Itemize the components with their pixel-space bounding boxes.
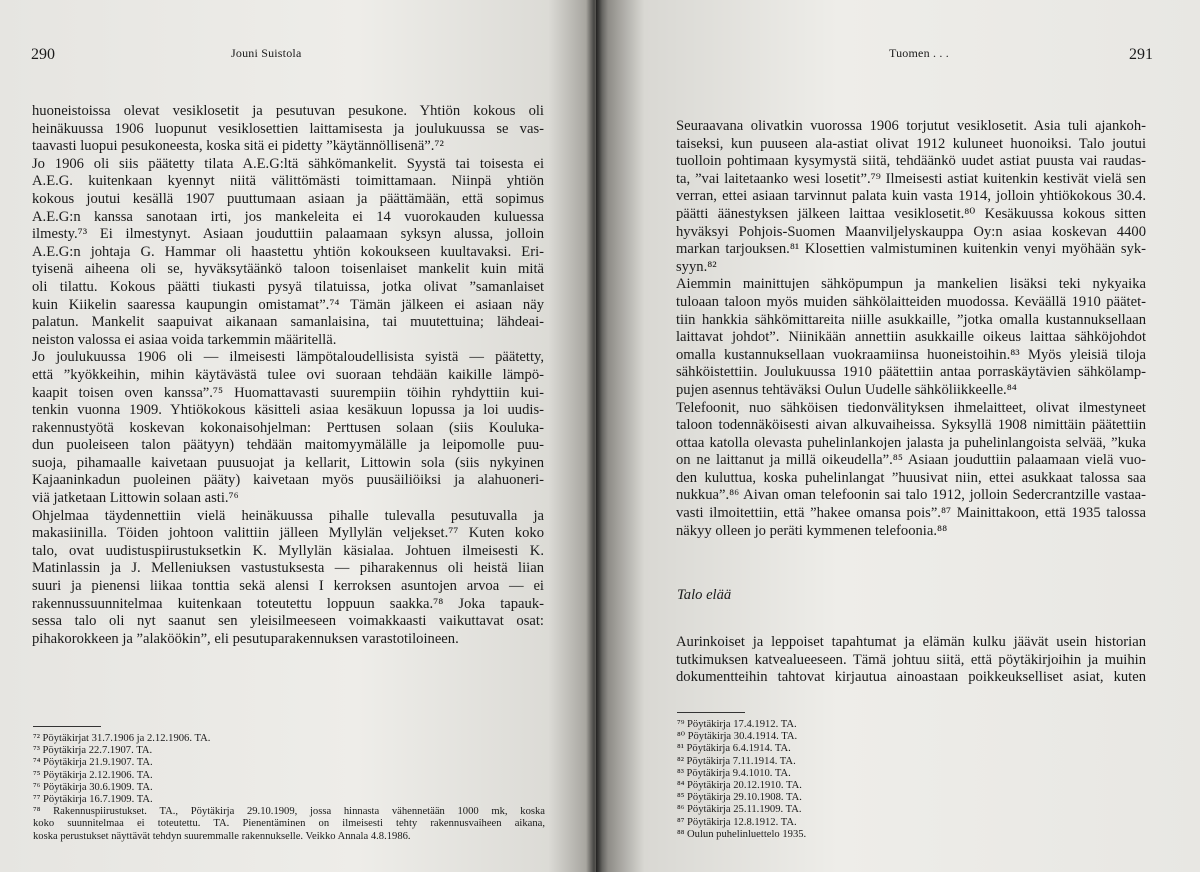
- footnote-rule-right: [677, 712, 745, 713]
- text-line: Jo joulukuussa 1906 oli — ilmeisesti lämpötaloudellisista syistä — päätetty,: [32, 349, 544, 366]
- text-line: palatun. Mankelit saapuivat aikanaan samanlaisina, tai muutettuina; lähdeai-: [32, 314, 544, 331]
- text-line: rakennustyötä koskevan kokonaisohjelman: Perttusen solaan (siis Kouluka-: [32, 419, 544, 436]
- text-line: laittavat johdot”. Niinikään annettiin asukkaille oikeus laittaa sähköjohdot: [676, 329, 1146, 346]
- text-line: vasti ilmoitettiin, että ”hakee omansa pois”.⁸⁷ Mainittakoon, että 1935 talossa: [676, 505, 1146, 522]
- text-line: verran, ettei asiaan tarvinnut palata kuin vasta 1914, jolloin yhtiökokous 30.4.: [676, 188, 1146, 205]
- right-body-text: [676, 118, 1146, 540]
- left-footnotes: [33, 733, 545, 843]
- footnote: ⁷⁹ Pöytäkirja 17.4.1912. TA.: [677, 719, 797, 730]
- text-line: taloon todennäköisesti aivan alkuvaiheissa. Syksyllä 1908 nimittäin päätettiin: [676, 417, 1146, 434]
- text-line: sessa talo oli nyt saanut sen yleisilmeeseen voimakkaasti vaikuttavat osat:: [32, 613, 544, 630]
- right-footnotes: [677, 719, 1147, 841]
- text-line: tutkimuksen katvealueeseen. Tämä johtuu siitä, että pöytäkirjoihin ja muihin: [676, 651, 1146, 668]
- right-page: [596, 0, 1200, 872]
- text-line: ta, ”vai laitetaanko wesi losetit”.⁷⁹ Ilmeisesti astiat kuitenkin kestivät vielä sen: [676, 170, 1146, 187]
- footnote: ⁸⁶ Pöytäkirja 25.11.1909. TA.: [677, 804, 802, 816]
- right-body-text-continued: [676, 634, 1146, 687]
- text-line: syyn.⁸²: [676, 258, 717, 275]
- left-body-text: [32, 103, 544, 648]
- text-line: on ne laittanut ja millä oikeudella”.⁸⁵ Asiaan jouduttiin palaamaan vielä vuo-: [676, 452, 1146, 469]
- text-line: tuloaan taloon myös muiden sähkölaitteiden muodossa. Keväällä 1910 päätet-: [676, 293, 1146, 310]
- text-line: ottaa katolla olevasta puhelinlankojen jalasta ja puhelinlangoista selvää, ”kuka: [676, 434, 1146, 451]
- section-heading: Talo elää: [677, 587, 732, 603]
- book-gutter-shadow: [586, 0, 602, 872]
- footnote: ⁸⁴ Pöytäkirja 20.12.1910. TA.: [677, 779, 802, 791]
- left-page: [0, 0, 596, 872]
- footnote: ⁷³ Pöytäkirja 22.7.1907. TA.: [33, 745, 153, 757]
- text-line: että ”kyökkeihin, mihin käytävästä tulee ovi suoraan tehdään kaikille lämpö-: [32, 366, 544, 383]
- text-line: kokous joutui kesällä 1907 puuttumaan asiaan ja päättämään, että sopimus: [32, 190, 544, 207]
- footnote: ⁷⁴ Pöytäkirja 21.9.1907. TA.: [33, 757, 153, 769]
- text-line: ilmesty.⁷³ Ei ilmestynyt. Asiaan jouduttiin palaamaan syksyn alussa, jolloin: [32, 226, 544, 243]
- footnote: ⁷⁸ Rakennuspiirustukset. TA., Pöytäkirja 29.10.1909, jossa hinnasta vähennetään 1000 mk, koska: [33, 806, 545, 818]
- text-line: viä jatketaan Littowin solaan asti.⁷⁶: [32, 490, 239, 507]
- text-line: markan tarjouksen.⁸¹ Klosettien valmistuminen kuitenkin venyi myöhään syk-: [676, 241, 1146, 258]
- text-line: Ohjelmaa täydennettiin vielä heinäkuussa pihalle tulevalla pesutuvalla ja: [32, 507, 544, 524]
- text-line: Jo 1906 oli siis päätetty tilata A.E.G:ltä sähkömankelit. Syystä tai toisesta ei: [32, 155, 544, 172]
- text-line: kaapit toisen oven kanssa”.⁷⁵ Huomattavasti suurempiin töihin ryhdyttiin kui-: [32, 384, 544, 401]
- text-line: heinäkuussa 1906 luopunut vesiklosettien laittamisesta ja joulukuussa se vas-: [32, 120, 544, 137]
- text-line: tyisenä aiheena oli se, hyväksytäänkö taloon toisenlaiset mankelit kuin mitä: [32, 261, 544, 278]
- page-number-left: 290: [31, 46, 55, 63]
- text-line: suoja, pihamaalle kaivetaan puusuojat ja kellarit, Littowin sola (siis nykyinen: [32, 454, 544, 471]
- text-line: taavasti luopui pesukoneesta, koska sitä ei pidetty ”käytännöllisenä”.⁷²: [32, 138, 444, 155]
- footnote: ⁸² Pöytäkirja 7.11.1914. TA.: [677, 755, 796, 767]
- text-line: Aurinkoiset ja leppoiset tapahtumat ja elämän kulku jäävät usein historian: [676, 634, 1146, 650]
- text-line: Telefoonit, nuo sähköisen tiedonvälityksen ihmelaitteet, olivat ilmestyneet: [676, 399, 1146, 416]
- text-line: kuin Kiikelin saaressa kaupungin omistamat”.⁷⁴ Tämän jälkeen ei asiaan näy: [32, 296, 544, 313]
- text-line: päätti äänestyksen jälkeen laittaa vesiklosetit.⁸⁰ Kesäkuussa kokous sitten: [676, 205, 1146, 222]
- text-line: Aiemmin mainittujen sähköpumpun ja mankelien lisäksi teki nykyaika: [676, 276, 1146, 293]
- running-head-left: Jouni Suistola: [231, 46, 302, 60]
- text-line: talo, ovat uudistuspiirustuksetkin K. Myllylän käsialaa. Johtuen ilmeisesti K.: [32, 542, 544, 559]
- text-line: A.E.G:n kanssa sanotaan irti, jos mankeleita ei 14 vuorokauden kuluessa: [32, 208, 544, 225]
- text-line: dokumentteihin tahtovat kirjautua ainoastaan poikkeukselliset asiat, kuten: [676, 669, 1146, 686]
- text-line: Seuraavana olivatkin vuorossa 1906 torjutut vesiklosetit. Asia tuli ajankoh-: [676, 118, 1146, 134]
- text-line: suuri ja pienensi liikaa tonttia sekä alensi I kerroksen asuntojen arvoa — ei: [32, 578, 544, 595]
- footnote: ⁷⁷ Pöytäkirja 16.7.1909. TA.: [33, 793, 153, 805]
- page-number-right: 291: [1129, 46, 1153, 63]
- text-line: den kuluttua, koska puhelinlangat ”huusivat niin, ettei asukkaat talossa saa: [676, 469, 1146, 486]
- footnote: ⁸³ Pöytäkirja 9.4.1010. TA.: [677, 767, 791, 779]
- text-line: tiin hankkia sähkömittareita niille asukkaille, ”jotka omalla kustannuksellaan: [676, 311, 1146, 328]
- text-line: A.E.G. kuitenkaan kyennyt niitä välittömästi toimittamaan. Niinpä yhtiön: [32, 173, 544, 190]
- text-line: makasiinilla. Töiden johtoon valittiin jälleen Myllylän veljekset.⁷⁷ Kuten koko: [32, 525, 544, 542]
- running-head-right: Tuomen . . .: [889, 46, 949, 60]
- text-line: huoneistoissa olevat vesiklosetit ja pesutuvan pesukone. Yhtiön kokous oli: [32, 103, 544, 119]
- text-line: Kajaaninkadun puoleinen pääty) kaivetaan myös puusäiliöiksi ja alahuoneri-: [32, 472, 544, 489]
- text-line: omalla kustannuksellaan vuokraamiinsa huoneistoihin.⁸³ Myös yleisiä tiloja: [676, 346, 1146, 363]
- text-line: Matinlassin ja J. Melleniuksen vastustuksesta — piharakennus oli heistä liian: [32, 560, 544, 577]
- footnote: koska perustukset näyttävät tehdyn suuremmalle rakennukselle. Veikko Annala 4.8.1986.: [33, 830, 411, 842]
- footnote: koko suunnitelmaa ei toteutettu. TA. Pienentäminen on ilmeisesti tehty rakennusvaiheen aikana,: [33, 818, 545, 830]
- text-line: A.E.G:n johtaja G. Hammar oli haastettu yhtiön kokoukseen kuultavaksi. Eri-: [32, 243, 544, 260]
- text-line: tenkin vuonna 1909. Yhtiökokous käsitteli asiaa kesäkuun lopussa ja loi uudis-: [32, 402, 544, 419]
- footnote: ⁸⁷ Pöytäkirja 12.8.1912. TA.: [677, 816, 797, 828]
- footnote-rule-left: [33, 726, 101, 727]
- text-line: pujen asennus tehtäväksi Oulun Uudelle sähköliikkeelle.⁸⁴: [676, 381, 1017, 398]
- text-line: rakennussuunnitelmaa kuitenkaan toteutettu loppuun saakka.⁷⁸ Joka tapauk-: [32, 595, 544, 612]
- text-line: oli tilattu. Kokous päätti tiukasti pysyä tilatuissa, jotka olivat ”samanlaiset: [32, 278, 544, 295]
- text-line: taiseksi, kun puuseen ala-astiat olivat 1912 kuluneet huonoiksi. Talo joutui: [676, 135, 1146, 152]
- text-line: neiston valossa ei asiaa voida tarkemmin määritellä.: [32, 331, 337, 348]
- footnote: ⁸⁰ Pöytäkirja 30.4.1914. TA.: [677, 731, 798, 743]
- text-line: hyväksyi Pohjois-Suomen Maanviljelyskauppa Oy:n asiaa koskevan 4400: [676, 223, 1146, 240]
- text-line: nukkua”.⁸⁶ Aivan oman telefoonin sai talo 1912, jolloin Sedercrantzille vastaa-: [676, 487, 1146, 504]
- text-line: tuolloin pohtimaan kysymystä siitä, tehdäänkö uudet astiat puusta vai raudas-: [676, 153, 1146, 170]
- footnote: ⁸⁵ Pöytäkirja 29.10.1908. TA.: [677, 792, 802, 804]
- text-line: sähköistettiin. Joulukuussa 1910 päätettiin antaa porraskäytävien sähkölamp-: [676, 364, 1146, 381]
- footnote: ⁸¹ Pöytäkirja 6.4.1914. TA.: [677, 743, 791, 755]
- text-line: dun puoleiseen talon päätyyn) tehdään maitomyymälälle ja leipomolle puu-: [32, 437, 544, 454]
- footnote: ⁸⁸ Oulun puhelinluettelo 1935.: [677, 828, 807, 840]
- text-line: näkyy olleen jo peräti kymmenen telefoonia.⁸⁸: [676, 522, 948, 539]
- footnote: ⁷² Pöytäkirjat 31.7.1906 ja 2.12.1906. TA.: [33, 733, 211, 744]
- footnote: ⁷⁶ Pöytäkirja 30.6.1909. TA.: [33, 781, 153, 793]
- text-line: pihakorokkeen ja ”alaköökin”, eli pesutuparakennuksen varastotiloineen.: [32, 630, 459, 647]
- footnote: ⁷⁵ Pöytäkirja 2.12.1906. TA.: [33, 769, 153, 781]
